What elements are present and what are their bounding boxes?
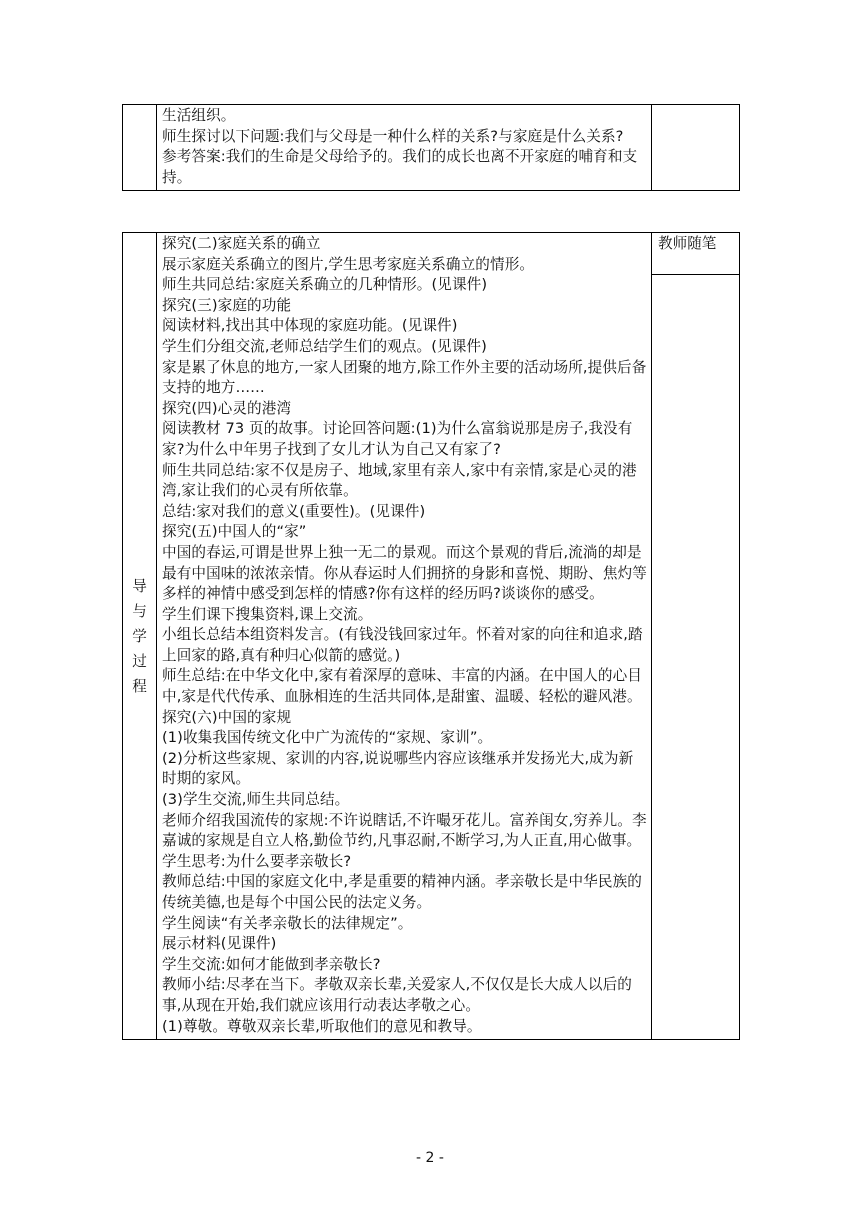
table-row xyxy=(123,233,740,1040)
content-cell xyxy=(157,233,652,1040)
content-text xyxy=(157,233,651,1039)
content-text xyxy=(157,105,651,190)
text-line: 阅读教材 73 页的故事。讨论回答问题:(1)为什么富翁说那是房子,我没有家?为什么中年男子找到了女儿才认为自己又有家了? xyxy=(162,420,633,458)
side-cell-empty xyxy=(123,105,157,191)
teacher-notes-header: 教师随笔 xyxy=(652,233,739,275)
lesson-table-main xyxy=(122,232,740,1040)
text-line: 生活组织。 xyxy=(162,107,236,124)
text-line: 阅读材料,找出其中体现的家庭功能。(见课件) xyxy=(162,317,458,335)
text-line: 学生们课下搜集资料,课上交流。 xyxy=(162,605,373,623)
text-line: (1)尊敬。尊敬双亲长辈,听取他们的意见和教导。 xyxy=(162,1017,482,1035)
text-line: 探究(三)家庭的功能 xyxy=(162,296,292,314)
text-line: 探究(二)家庭关系的确立 xyxy=(162,235,321,252)
side-label-cell xyxy=(123,233,157,1040)
text-line: 教师总结:中国的家庭文化中,孝是重要的精神内涵。孝亲敬长是中华民族的传统美德,也是每个中国公民的法定义务。 xyxy=(162,873,642,911)
text-line: 师生共同总结:家不仅是房子、地域,家里有亲人,家中有亲情,家是心灵的港湾,家让我们的心灵有所依靠。 xyxy=(162,461,637,500)
text-line: 学生交流:如何才能做到孝亲敬长? xyxy=(162,955,381,973)
text-line: 总结:家对我们的意义(重要性)。(见课件) xyxy=(162,502,426,520)
table-row xyxy=(123,105,740,191)
text-line: 展示家庭关系确立的图片,学生思考家庭关系确立的情形。 xyxy=(162,255,535,273)
text-line: 中国的春运,可谓是世界上独一无二的景观。而这个景观的背后,流淌的却是最有中国味的浓浓亲情。你从春运时人们拥挤的身影和喜悦、期盼、焦灼等多样的神情中感受到怎样的情感?你有这样的经历吗?谈谈你的感受。 xyxy=(162,543,647,603)
teacher-notes-cell xyxy=(652,233,740,1040)
text-line: 学生们分组交流,老师总结学生们的观点。(见课件) xyxy=(162,337,487,355)
lesson-table-top xyxy=(122,104,740,191)
text-line: 探究(六)中国的家规 xyxy=(162,708,292,726)
text-line: 师生总结:在中华文化中,家有着深厚的意味、丰富的内涵。在中国人的心目中,家是代代传承、血脉相连的生活共同体,是甜蜜、温暖、轻松的避风港。 xyxy=(162,667,642,706)
notes-cell-empty xyxy=(652,105,740,191)
text-line: 探究(四)心灵的港湾 xyxy=(162,399,292,417)
text-line: 学生思考:为什么要孝亲敬长? xyxy=(162,852,352,870)
page-number: - 2 - xyxy=(416,1150,444,1166)
text-line: 参考答案:我们的生命是父母给予的。我们的成长也离不开家庭的哺育和支持。 xyxy=(162,148,638,186)
text-line: 小组长总结本组资料发言。(有钱没钱回家过年。怀着对家的向往和追求,踏上回家的路,真有种归心似箭的感觉。) xyxy=(162,626,643,664)
text-line: (1)收集我国传统文化中广为流传的“家规、家训”。 xyxy=(162,729,493,747)
text-line: (2)分析这些家规、家训的内容,说说哪些内容应该继承并发扬光大,成为新时期的家风。 xyxy=(162,749,634,788)
text-line: 教师小结:尽孝在当下。孝敬双亲长辈,关爱家人,不仅仅是长大成人以后的事,从现在开始,我们就应该用行动表达孝敬之心。 xyxy=(162,976,633,1014)
text-line: 家是累了休息的地方,一家人团聚的地方,除工作外主要的活动场所,提供后备支持的地方…… xyxy=(162,358,647,397)
text-line: 师生探讨以下问题:我们与父母是一种什么样的关系?与家庭是什么关系? xyxy=(162,127,624,145)
text-line: (3)学生交流,师生共同总结。 xyxy=(162,791,350,809)
text-line: 师生共同总结:家庭关系确立的几种情形。(见课件) xyxy=(162,276,488,294)
text-line: 探究(五)中国人的“家” xyxy=(162,523,307,541)
text-line: 展示材料(见课件) xyxy=(162,935,277,953)
side-label: 导与学过程 xyxy=(132,577,147,695)
content-cell xyxy=(157,105,652,191)
text-line: 学生阅读“有关孝亲敬长的法律规定”。 xyxy=(162,914,413,932)
text-line: 老师介绍我国流传的家规:不许说瞎话,不许嘬牙花儿。富养闺女,穷养儿。李嘉诚的家规是自立人格,勤俭节约,凡事忍耐,不断学习,为人正直,用心做事。 xyxy=(162,811,647,850)
